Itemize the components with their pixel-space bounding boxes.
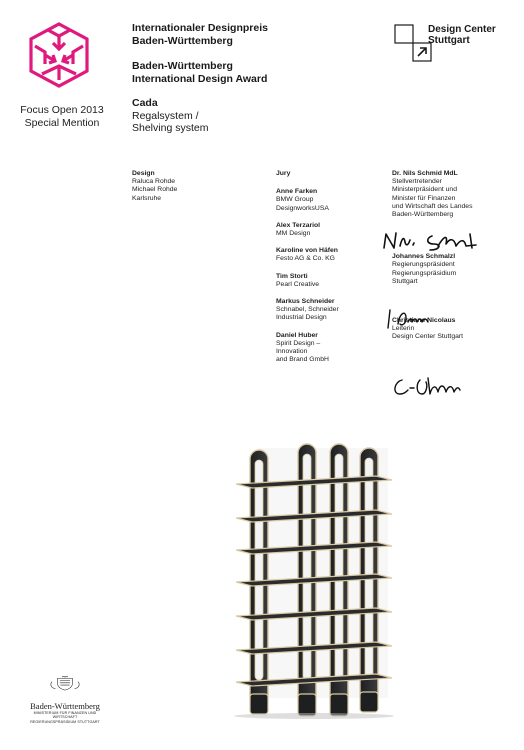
design-line: Raluca Rohde [132,178,176,186]
jury-column [276,170,386,364]
signatory-role: Design Center Stuttgart [392,333,464,341]
title-de-2: Baden-Württemberg [132,34,233,47]
signature-schmalzl-icon [384,306,434,332]
jury-affiliation: MM Design [276,230,311,238]
jury-affiliation: Spirit Design – [276,339,321,347]
jury-affiliation: Festo AG & Co. KG [276,255,335,263]
state-name: Baden-Württemberg [30,701,100,711]
jury-member [276,247,386,263]
jury-name: Alex Terzariol [276,221,321,229]
signatory-role: Stuttgart [392,277,418,285]
jury-name: Daniel Huber [276,331,318,339]
product-name: Cada [132,97,158,109]
signatory-role: Baden-Württemberg [392,211,454,219]
jury-member [276,222,386,238]
signatory-name: Johannes Schmalzl [392,253,456,261]
product-desc-2: Shelving system [132,122,209,134]
signatory-role: Stellvertretender [392,178,442,186]
jury-name: Anne Farken [276,188,318,196]
jury-affiliation: and Brand GmbH [276,356,329,364]
jury-member [276,332,386,365]
signatory [392,253,512,286]
shelf-product-image-icon [226,438,406,720]
design-heading: Design [132,170,155,177]
design-line: Karlsruhe [132,194,162,202]
jury-affiliation: Pearl Creative [276,280,320,288]
design-column [132,170,252,203]
award-label [16,104,108,130]
jury-heading: Jury [276,170,291,177]
design-center-name [428,24,496,46]
header-titles [132,22,352,135]
signatory-name: Dr. Nils Schmid MdL [392,170,458,177]
title-en-2: International Design Award [132,72,268,85]
signatory-role: Minister für Finanzen [392,194,456,202]
jury-affiliation: BMW Group [276,196,314,204]
award-mention: Special Mention [24,117,100,129]
dc-line2: Stuttgart [428,35,470,46]
jury-affiliation: DesignworksUSA [276,204,329,212]
title-de-1: Internationaler Designpreis [132,22,268,34]
signatory-role: Regierungspräsidium [392,269,457,277]
title-en-1: Baden-Württemberg [132,60,233,72]
ministry-name: MINISTERIUM FÜR FINANZEN UND WIRTSCHAFT [33,711,97,720]
signatory-role: Regierungspräsident [392,261,455,269]
signatory-role: Leiterin [392,325,415,333]
footer-state-mark [22,702,108,724]
dc-line1: Design Center [428,24,496,35]
focus-open-cube-logo-icon [28,22,90,88]
jury-name: Tim Storti [276,272,308,280]
signatory [392,170,512,219]
jury-member [276,273,386,289]
design-line: Michael Rohde [132,186,178,194]
signatory-name: Christiane Nicolaus [392,317,456,325]
jury-member [276,188,386,213]
jury-name: Markus Schneider [276,298,335,306]
jury-member [276,298,386,323]
jury-name: Karoline von Häfen [276,247,338,255]
jury-affiliation: Innovation [276,348,308,356]
signature-schmid-icon [380,228,486,254]
signatory-role: und Wirtschaft des Landes [392,202,473,210]
signatory-role: Ministerpräsident und [392,186,457,194]
signature-nicolaus-icon [390,374,466,400]
regierungspraesidium-name: REGIERUNGSPRÄSIDIUM STUTTGART [30,719,100,724]
award-year: Focus Open 2013 [20,104,104,116]
coat-of-arms-logo-icon [30,676,100,702]
jury-affiliation: Schnabel, Schneider [276,306,339,314]
jury-affiliation: Industrial Design [276,314,327,322]
product-desc-1: Regalsystem / [132,109,199,122]
